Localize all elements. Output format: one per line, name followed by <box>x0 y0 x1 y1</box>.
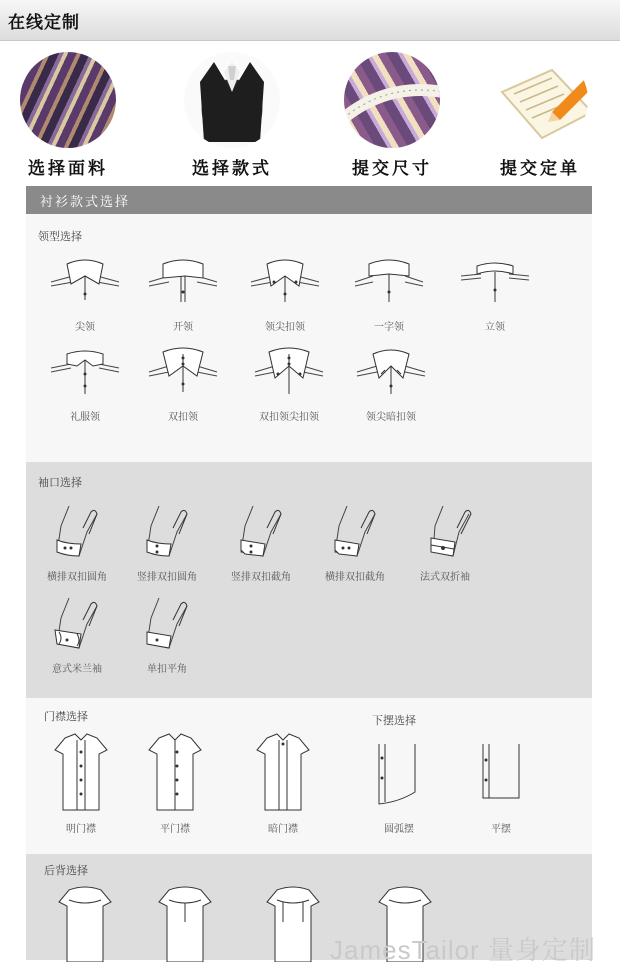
collar-label: 礼服领 <box>70 412 100 423</box>
cuff-option-vertical-double-round[interactable] <box>122 500 212 583</box>
collar-label: 双扣领尖扣领 <box>259 412 319 423</box>
back-section-title: 后背选择 <box>44 864 88 877</box>
double-button-down-collar-icon <box>251 344 327 404</box>
collar-option-pointed[interactable] <box>40 254 130 333</box>
stand-collar-icon <box>457 254 533 314</box>
collar-label: 领尖暗扣领 <box>366 412 416 423</box>
page-title: 在线定制 <box>8 13 80 33</box>
cuff-option-horizontal-double-round[interactable] <box>32 500 122 583</box>
placket-option-plain[interactable] <box>130 730 220 835</box>
cuff-icon <box>39 500 115 564</box>
step-label: 提交尺寸 <box>352 159 432 179</box>
cuff-icon <box>39 592 115 656</box>
hem-option-curved[interactable] <box>354 738 444 835</box>
wing-collar-icon <box>47 344 123 404</box>
double-button-collar-icon <box>145 344 221 404</box>
cuff-option-horizontal-double-mitered[interactable] <box>310 500 400 583</box>
cuff-label: 竖排双扣圆角 <box>137 572 197 583</box>
shirt-back-center-pleat-icon <box>147 882 223 962</box>
placket-label: 平门襟 <box>160 824 190 835</box>
cuff-label: 竖排双扣截角 <box>231 572 291 583</box>
steps-row <box>0 52 620 182</box>
cuff-icon <box>317 500 393 564</box>
fabric-swatch-icon <box>20 52 116 148</box>
straight-hem-icon <box>471 738 531 816</box>
collar-option-cutaway[interactable] <box>344 254 434 333</box>
collar-option-button-down[interactable] <box>240 254 330 333</box>
cuff-icon <box>407 500 483 564</box>
placket-option-hidden[interactable] <box>238 730 328 835</box>
placket-label: 明门襟 <box>66 824 96 835</box>
top-bar <box>0 0 620 41</box>
collar-option-double-button-down[interactable] <box>244 344 334 423</box>
pointed-collar-icon <box>47 254 123 314</box>
panel-title: 衬衫款式选择 <box>40 195 131 210</box>
collar-label: 双扣领 <box>168 412 198 423</box>
cuff-option-milan[interactable] <box>32 592 122 675</box>
spread-collar-icon <box>145 254 221 314</box>
cuff-label: 横排双扣截角 <box>325 572 385 583</box>
collar-option-stand[interactable] <box>450 254 540 333</box>
shirt-plain-placket-icon <box>137 730 213 816</box>
clipboard-pencil-icon <box>492 52 588 148</box>
collar-option-hidden-button[interactable] <box>346 344 436 423</box>
cuff-option-single-button-square[interactable] <box>122 592 212 675</box>
back-option-plain[interactable] <box>40 882 130 962</box>
placket-section-title: 门襟选择 <box>44 710 88 723</box>
back-option-side-pleats[interactable] <box>248 882 338 962</box>
step-choose-fabric[interactable] <box>8 52 128 179</box>
step-choose-style[interactable] <box>172 52 292 179</box>
cuff-label: 法式双折袖 <box>420 572 470 583</box>
back-option-center-pleat[interactable] <box>140 882 230 962</box>
placket-hem-section <box>26 698 592 854</box>
step-label: 选择面料 <box>28 159 108 179</box>
cuff-label: 横排双扣圆角 <box>47 572 107 583</box>
cuff-icon <box>129 592 205 656</box>
measuring-tape-icon <box>344 52 440 148</box>
collar-label: 领尖扣领 <box>265 322 305 333</box>
shirt-back-side-pleats-icon <box>255 882 331 962</box>
cuff-section <box>26 462 592 698</box>
collar-label: 立领 <box>485 322 505 333</box>
collar-section-title: 领型选择 <box>38 230 82 243</box>
cuff-icon <box>129 500 205 564</box>
collar-section <box>26 214 592 462</box>
cuff-section-title: 袖口选择 <box>38 476 82 489</box>
button-down-collar-icon <box>247 254 323 314</box>
step-submit-order[interactable] <box>480 52 600 179</box>
cutaway-collar-icon <box>351 254 427 314</box>
hidden-button-collar-icon <box>353 344 429 404</box>
step-label: 提交定单 <box>500 159 580 179</box>
collar-option-spread[interactable] <box>138 254 228 333</box>
cuff-icon <box>223 500 299 564</box>
shirt-hidden-placket-icon <box>245 730 321 816</box>
shirt-front-placket-icon <box>43 730 119 816</box>
collar-label: 开领 <box>173 322 193 333</box>
step-submit-measurements[interactable] <box>332 52 452 179</box>
cuff-option-vertical-double-mitered[interactable] <box>216 500 306 583</box>
hem-option-straight[interactable] <box>456 738 546 835</box>
brand-watermark: JamesTailor 量身定制 <box>330 935 596 965</box>
cuff-label: 单扣平角 <box>147 664 187 675</box>
step-label: 选择款式 <box>192 159 272 179</box>
suit-jacket-icon <box>184 52 280 148</box>
collar-label: 尖领 <box>75 322 95 333</box>
collar-label: 一字领 <box>374 322 404 333</box>
panel-header <box>26 186 592 214</box>
hem-section-title: 下摆选择 <box>372 714 416 727</box>
collar-option-wing[interactable] <box>40 344 130 423</box>
placket-label: 暗门襟 <box>268 824 298 835</box>
curved-hem-icon <box>369 738 429 816</box>
placket-option-front[interactable] <box>36 730 126 835</box>
hem-label: 圆弧摆 <box>384 824 414 835</box>
cuff-label: 意式米兰袖 <box>52 664 102 675</box>
hem-label: 平摆 <box>491 824 511 835</box>
cuff-option-french-double[interactable] <box>400 500 490 583</box>
shirt-back-plain-icon <box>47 882 123 962</box>
collar-option-double-button[interactable] <box>138 344 228 423</box>
